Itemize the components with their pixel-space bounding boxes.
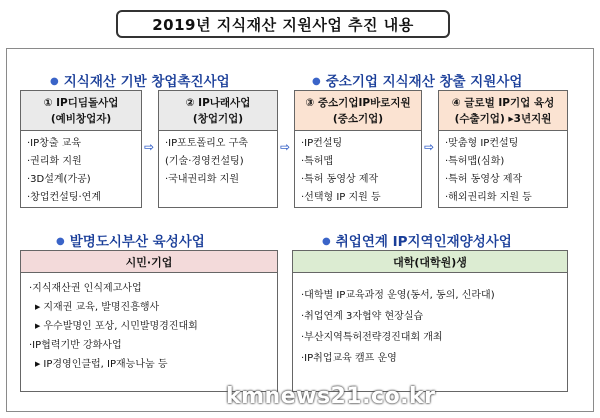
list-item: ·지식재산권 인식제고사업 bbox=[29, 283, 142, 294]
card-ip-didimdol bbox=[20, 90, 142, 208]
citizen-box-body bbox=[21, 273, 277, 380]
section-title-busan bbox=[56, 230, 205, 250]
citizen-box-header: 시민·기업 bbox=[21, 251, 277, 273]
bullet-icon: ● bbox=[312, 76, 321, 87]
list-item: ·IP취업교육 캠프 운영 bbox=[301, 353, 397, 364]
sub-list-item-text: IP경영인클럽, IP재능나눔 등 bbox=[43, 359, 168, 370]
section-title-busan-text: 발명도시부산 육성사업 bbox=[69, 234, 205, 250]
triangle-right-icon: ▶ bbox=[35, 322, 41, 330]
sub-list-item bbox=[29, 317, 269, 336]
card-header bbox=[21, 91, 141, 131]
citizen-box bbox=[20, 250, 278, 392]
triangle-right-icon: ▶ bbox=[35, 360, 41, 368]
sub-list-item-text: 지재권 교육, 발명진흥행사 bbox=[43, 302, 160, 313]
list-item: ·IP창출 교육 bbox=[27, 138, 81, 149]
card-subtitle: (예비창업자) bbox=[50, 112, 112, 125]
card-ip-narae bbox=[158, 90, 278, 208]
card-body bbox=[21, 131, 141, 211]
list-item: ·3D설계(가공) bbox=[27, 174, 91, 185]
list-item: ·특허맵(심화) bbox=[445, 156, 505, 167]
triangle-right-icon: ▶ bbox=[35, 303, 41, 311]
card-title: ① IP디딤돌사업 bbox=[43, 96, 119, 109]
section-title-startup-text: 지식재산 기반 창업촉진사업 bbox=[63, 74, 230, 90]
bullet-icon: ● bbox=[322, 236, 331, 247]
sub-list-item bbox=[29, 355, 269, 374]
page-title: 2019년 지식재산 지원사업 추진 내용 bbox=[116, 10, 450, 38]
card-title: ② IP나래사업 bbox=[185, 96, 251, 109]
list-item: (기술·경영컨설팅) bbox=[165, 156, 244, 167]
list-item: ·IP협력기반 강화사업 bbox=[29, 340, 122, 351]
sub-list-item bbox=[29, 298, 269, 317]
card-body bbox=[295, 131, 421, 211]
card-body bbox=[159, 131, 277, 193]
section-title-sme-text: 중소기업 지식재산 창출 지원사업 bbox=[325, 74, 523, 90]
card-header bbox=[439, 91, 567, 131]
list-item: ·특허맵 bbox=[301, 156, 334, 167]
university-box-body bbox=[293, 273, 567, 375]
list-item: ·선택형 IP 지원 등 bbox=[301, 192, 381, 203]
card-subtitle: (수출기업) ▸3년지원 bbox=[454, 112, 552, 125]
sub-list-item-text: 우수발명인 포상, 시민발명경진대회 bbox=[43, 321, 198, 332]
list-item: ·창업컨설팅·연계 bbox=[27, 192, 101, 203]
list-item: ·맞춤형 IP컨설팅 bbox=[445, 138, 519, 149]
arrow-right-icon: ⇨ bbox=[144, 140, 155, 154]
list-item: ·특허 동영상 제작 bbox=[301, 174, 379, 185]
list-item: ·국내권리화 지원 bbox=[165, 174, 239, 185]
list-item: ·부산지역특허전략경진대회 개최 bbox=[301, 332, 443, 343]
list-item: ·IP포토폴리오 구축 bbox=[165, 138, 248, 149]
watermark: kmnews21.co.kr bbox=[226, 384, 436, 409]
card-subtitle: (중소기업) bbox=[332, 112, 384, 125]
section-title-employment-text: 취업연계 IP지역인재양성사업 bbox=[335, 234, 512, 250]
card-title: ③ 중소기업IP바로지원 bbox=[305, 96, 411, 109]
card-sme-ip bbox=[294, 90, 422, 208]
arrow-right-icon: ⇨ bbox=[280, 140, 291, 154]
arrow-right-icon: ⇨ bbox=[424, 140, 435, 154]
list-item: ·대학별 IP교육과정 운영(동서, 동의, 신라대) bbox=[301, 290, 495, 301]
card-header bbox=[295, 91, 421, 131]
university-box bbox=[292, 250, 568, 392]
card-global-ip bbox=[438, 90, 568, 208]
list-item: ·IP컨설팅 bbox=[301, 138, 343, 149]
card-body bbox=[439, 131, 567, 211]
list-item: ·해외권리화 지원 등 bbox=[445, 192, 532, 203]
card-subtitle: (창업기업) bbox=[192, 112, 244, 125]
card-title: ④ 글로벌 IP기업 육성 bbox=[451, 96, 555, 109]
section-title-sme bbox=[312, 70, 522, 90]
card-header bbox=[159, 91, 277, 131]
bullet-icon: ● bbox=[50, 76, 59, 87]
list-item: ·특허 동영상 제작 bbox=[445, 174, 523, 185]
section-title-startup bbox=[50, 70, 230, 90]
university-box-header: 대학(대학원)생 bbox=[293, 251, 567, 273]
section-title-employment bbox=[322, 230, 512, 250]
list-item: ·권리화 지원 bbox=[27, 156, 82, 167]
list-item: ·취업연계 3자협약 현장실습 bbox=[301, 311, 424, 322]
bullet-icon: ● bbox=[56, 236, 65, 247]
